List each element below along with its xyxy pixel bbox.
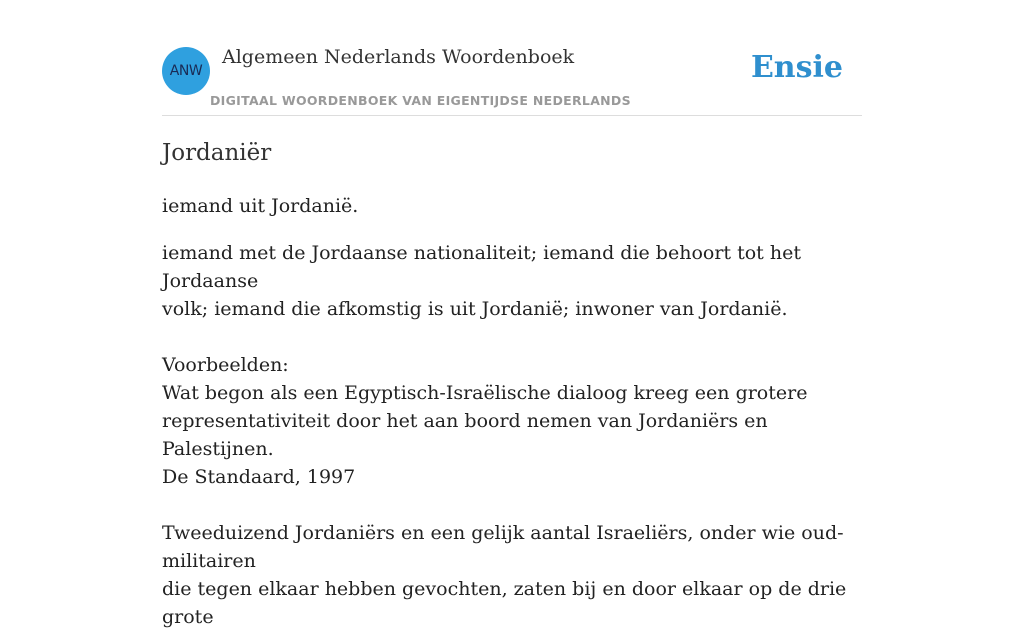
site-header bbox=[162, 0, 862, 116]
example-line: representativiteit door het aan boord nemen van Jordaniërs en Palestijnen. bbox=[162, 410, 768, 460]
site-title[interactable]: Algemeen Nederlands Woordenboek bbox=[222, 46, 575, 68]
definition-line: iemand met de Jordaanse nationaliteit; iemand die behoort tot het Jordaanse bbox=[162, 242, 801, 292]
page-title: Jordaniër bbox=[162, 140, 272, 166]
definition-line: volk; iemand die afkomstig is uit Jordanië; inwoner van Jordanië. bbox=[162, 298, 788, 320]
short-definition: iemand uit Jordanië. bbox=[162, 195, 359, 217]
entry-content bbox=[162, 192, 862, 631]
example-source: De Standaard, 1997 bbox=[162, 466, 356, 488]
ensie-logo[interactable]: Ensie bbox=[750, 50, 843, 85]
anw-logo[interactable] bbox=[162, 47, 210, 95]
example-line: Wat begon als een Egyptisch-Israëlische dialoog kreeg een grotere bbox=[162, 382, 808, 404]
logo-text: ANW bbox=[169, 63, 203, 79]
site-subtitle: DIGITAAL WOORDENBOEK VAN EIGENTIJDSE NEDERLANDS bbox=[210, 93, 631, 108]
example-line: die tegen elkaar hebben gevochten, zaten bij en door elkaar op de drie grote bbox=[162, 578, 847, 628]
examples-label: Voorbeelden: bbox=[162, 354, 289, 376]
example-line: Tweeduizend Jordaniërs en een gelijk aantal Israeliërs, onder wie oud-militairen bbox=[162, 522, 844, 572]
